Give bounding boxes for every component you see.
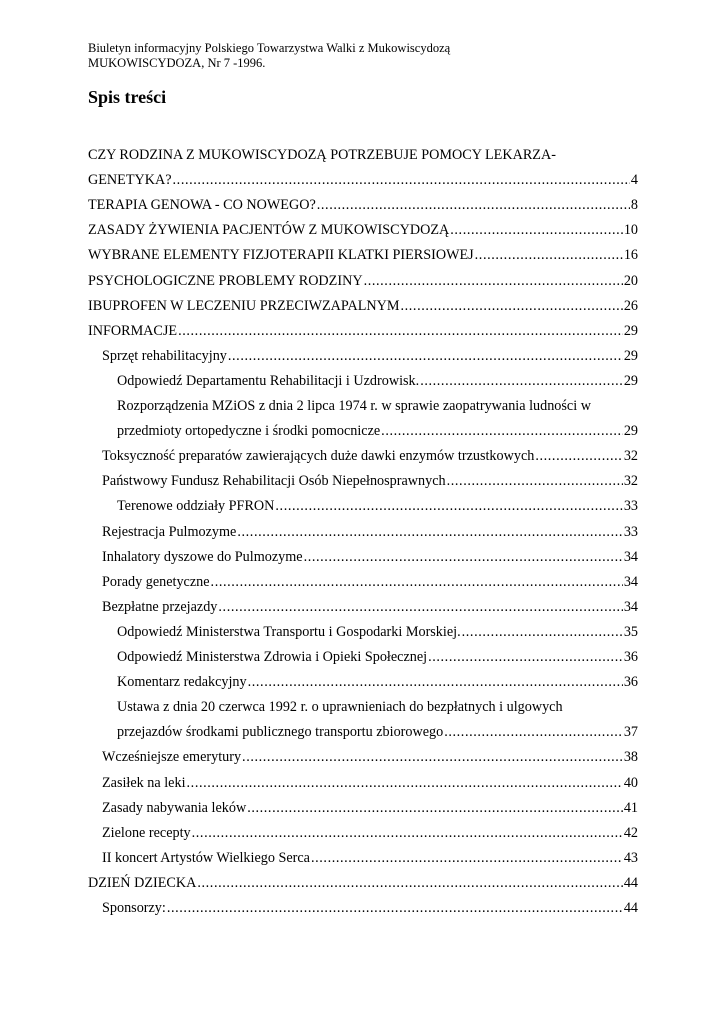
toc-page-number: 33 [623, 498, 638, 515]
toc-page-number: 16 [623, 247, 638, 264]
toc-entry-title: GENETYKA? [88, 172, 172, 189]
toc-entry[interactable] [88, 323, 638, 340]
toc-entry-title: Zasady nabywania leków [102, 799, 247, 816]
toc-entry[interactable] [88, 273, 638, 290]
toc-page-number: 26 [623, 297, 638, 314]
toc-entry[interactable] [102, 775, 638, 792]
toc-entry-title: Sprzęt rehabilitacyjny [102, 347, 227, 364]
toc-entry[interactable] [102, 574, 638, 591]
toc-entry[interactable] [88, 875, 638, 892]
toc-page-number: 36 [623, 649, 638, 665]
toc-entry-title: II koncert Artystów Wielkiego Serca [102, 849, 310, 866]
dot-leader [248, 674, 623, 691]
toc-page-number: 29 [623, 347, 638, 364]
toc-entry[interactable] [102, 749, 638, 766]
dot-leader [364, 273, 623, 290]
toc-entry[interactable] [88, 247, 638, 264]
toc-page-number: 33 [623, 523, 638, 540]
toc-entry[interactable] [102, 825, 638, 842]
toc-entry-title: Zielone recepty [102, 824, 191, 841]
toc-entry[interactable] [102, 549, 638, 566]
toc-entry-title[interactable]: Rozporządzenia MZiOS z dnia 2 lipca 1974 r. w sprawie zaopatrywania ludności w [117, 398, 591, 414]
toc-page-number: 8 [630, 197, 638, 214]
dot-leader [228, 348, 623, 365]
toc-entry-title: TERAPIA GENOWA - CO NOWEGO? [88, 197, 316, 214]
toc-entry-title: Bezpłatne przejazdy [102, 598, 218, 615]
toc-entry-title: Komentarz redakcyjny [117, 674, 247, 691]
toc-entry[interactable] [102, 800, 638, 817]
toc-page-number: 34 [623, 548, 638, 565]
dot-leader [187, 775, 623, 792]
toc-page-number: 29 [623, 372, 638, 389]
toc-entry[interactable] [102, 599, 638, 616]
dot-leader [428, 649, 623, 666]
toc-entry-title: Odpowiedź Ministerstwa Zdrowia i Opieki Społecznej [117, 649, 428, 665]
toc-page-number: 34 [623, 573, 638, 590]
toc-entry-title: przedmioty ortopedyczne i środki pomocnicze [117, 423, 381, 440]
dot-leader [211, 574, 623, 591]
toc-entry-title: DZIEŃ DZIECKA [88, 874, 197, 891]
toc-entry-title: IBUPROFEN W LECZENIU PRZECIWZAPALNYM [88, 297, 400, 314]
toc-page-number: 29 [623, 322, 638, 339]
toc-entry[interactable] [117, 674, 638, 691]
dot-leader [275, 498, 622, 515]
toc-entry-title: Terenowe oddziały PFRON [117, 498, 275, 515]
toc-entry-title: przejazdów środkami publicznego transportu zbiorowego [117, 724, 444, 741]
dot-leader [475, 247, 623, 264]
toc-entry[interactable] [102, 348, 638, 365]
dot-leader [450, 222, 623, 239]
toc-entry[interactable] [102, 900, 638, 917]
page-title: Spis treści [88, 87, 167, 107]
toc-entry[interactable] [102, 448, 638, 465]
toc-page-number: 32 [623, 473, 638, 490]
dot-leader [167, 900, 623, 917]
toc-entry[interactable] [117, 624, 638, 641]
toc-entry[interactable] [117, 649, 638, 666]
toc-entry-title: Porady genetyczne [102, 573, 210, 590]
toc-page-number: 32 [623, 448, 638, 465]
dot-leader [311, 850, 623, 867]
toc-entry-title: INFORMACJE [88, 322, 178, 339]
toc-entry-title[interactable]: Ustawa z dnia 20 czerwca 1992 r. o uprawnieniach do bezpłatnych i ulgowych [117, 699, 563, 716]
toc-entry[interactable] [88, 197, 638, 214]
toc-page-number: 41 [623, 799, 638, 816]
toc-entry-title: WYBRANE ELEMENTY FIZJOTERAPII KLATKI PIERSIOWEJ [88, 247, 474, 264]
dot-leader [192, 825, 623, 842]
toc-entry-title: Odpowiedź Departamentu Rehabilitacji i Uzdrowisk. [117, 372, 420, 389]
toc-page-number: 44 [623, 874, 638, 891]
toc-page-number: 4 [630, 172, 638, 189]
toc-entry-title: Państwowy Fundusz Rehabilitacji Osób Niepełnosprawnych [102, 473, 446, 490]
dot-leader [462, 624, 623, 641]
dot-leader [247, 800, 623, 817]
header-line-1: Biuletyn informacyjny Polskiego Towarzystwa Walki z Mukowiscydozą [88, 41, 451, 55]
dot-leader [218, 599, 622, 616]
toc-entry[interactable] [102, 524, 638, 541]
toc-entry[interactable] [117, 373, 638, 390]
toc-page-number: 20 [623, 272, 638, 289]
toc-entry[interactable] [88, 172, 638, 189]
toc-page-number: 44 [623, 900, 638, 916]
toc-entry-title: Sponsorzy: [102, 900, 166, 916]
dot-leader [173, 172, 630, 189]
dot-leader [237, 524, 622, 541]
toc-page-number: 38 [623, 749, 638, 766]
toc-entry-title[interactable]: CZY RODZINA Z MUKOWISCYDOZĄ POTRZEBUJE POMOCY LEKARZA- [88, 147, 556, 163]
toc-page-number: 37 [623, 724, 638, 741]
toc-entry-title: Wcześniejsze emerytury [102, 749, 242, 766]
toc-page-number: 34 [623, 598, 638, 615]
toc-entry-title: Toksyczność preparatów zawierających duże dawki enzymów trzustkowych [102, 448, 535, 465]
toc-page-number: 10 [623, 222, 638, 239]
toc-entry[interactable] [117, 498, 638, 515]
toc-entry-title: Inhalatory dyszowe do Pulmozyme [102, 548, 303, 565]
toc-entry-title: ZASADY ŻYWIENIA PACJENTÓW Z MUKOWISCYDOZĄ [88, 222, 450, 239]
toc-page-number: 36 [623, 674, 638, 691]
toc-entry[interactable] [102, 850, 638, 867]
toc-page-number: 42 [623, 824, 638, 841]
toc-entry-title: Zasiłek na leki [102, 774, 186, 791]
dot-leader [178, 323, 623, 340]
dot-leader [444, 724, 623, 741]
toc-page-number: 35 [623, 623, 638, 640]
header-line-2: MUKOWISCYDOZA, Nr 7 -1996. [88, 56, 266, 70]
dot-leader [420, 373, 623, 390]
toc-entry-title: Rejestracja Pulmozyme [102, 523, 237, 540]
toc-entry[interactable] [88, 298, 638, 315]
toc-entry[interactable] [117, 724, 638, 741]
dot-leader [242, 749, 623, 766]
toc-page-number: 43 [623, 849, 638, 866]
toc-entry[interactable] [88, 222, 638, 239]
toc-entry-title: PSYCHOLOGICZNE PROBLEMY RODZINY [88, 272, 363, 289]
dot-leader [304, 549, 623, 566]
dot-leader [535, 448, 622, 465]
dot-leader [317, 197, 630, 214]
dot-leader [447, 473, 623, 490]
toc-page-number: 29 [623, 423, 638, 440]
dot-leader [381, 423, 623, 440]
toc-entry[interactable] [102, 473, 638, 490]
toc-entry[interactable] [117, 423, 638, 440]
toc-page-number: 40 [623, 774, 638, 791]
toc-entry-title: Odpowiedź Ministerstwa Transportu i Gospodarki Morskiej. [117, 623, 461, 640]
dot-leader [197, 875, 622, 892]
dot-leader [400, 298, 622, 315]
